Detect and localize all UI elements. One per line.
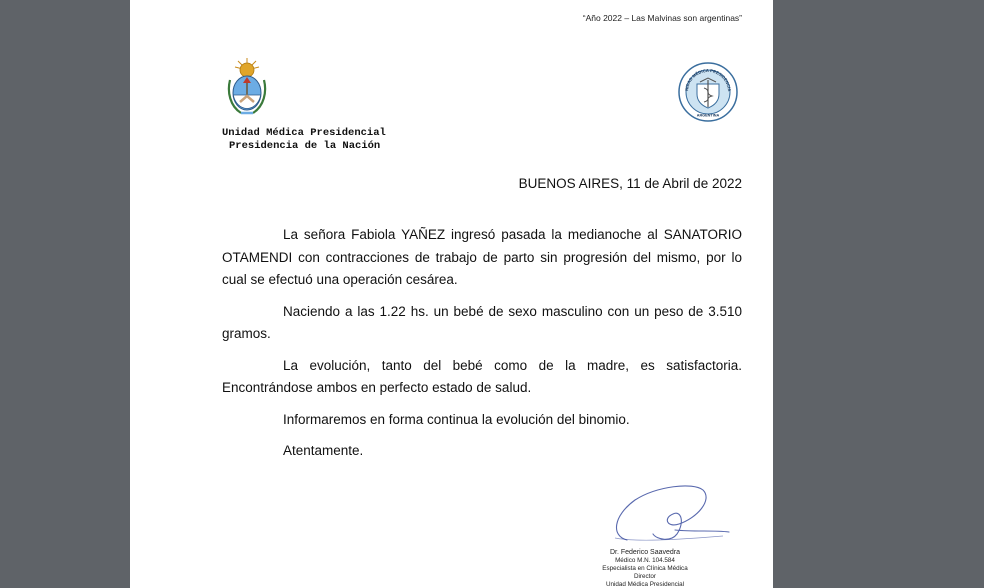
letter-body <box>222 224 742 472</box>
seal-top-text: NIDAD MÉDICA PRESIDENCIA <box>683 67 733 92</box>
signer-specialty: Especialista en Clínica Médica <box>602 565 688 573</box>
date-line: BUENOS AIRES, 11 de Abril de 2022 <box>518 176 742 191</box>
paragraph-2: Naciendo a las 1.22 hs. un bebé de sexo masculino con un peso de 3.510 gramos. <box>222 303 742 341</box>
closing: Atentamente. <box>283 443 364 458</box>
seal-bottom-text: ARGENTINA <box>696 113 720 118</box>
signer-role: Director <box>633 573 657 581</box>
coat-of-arms-icon <box>226 56 268 118</box>
handwritten-signature <box>605 478 735 548</box>
unidad-medica-seal-icon <box>678 62 738 122</box>
signer-license: Médico M.N. 104.584 <box>615 557 675 565</box>
org-line-2: Presidencia de la Nación <box>229 140 381 152</box>
paragraph-4: Informaremos en forma continua la evolución del binomio. <box>283 411 630 427</box>
signer-name: Dr. Federico Saavedra <box>609 549 681 556</box>
organization-header <box>222 127 386 153</box>
paragraph-1: La señora Fabiola YAÑEZ ingresó pasada la medianoche al SANATORIO OTAMENDI con contracciones de trabajo de parto sin progresión del mismo, por lo cual se efectuó una operación cesárea. <box>222 227 742 287</box>
document-page <box>130 0 773 588</box>
signer-unit: Unidad Médica Presidencial <box>605 581 685 588</box>
paragraph-3: La evolución, tanto del bebé como de la madre, es satisfactoria. Encontrándose ambos en perfecto estado de salud. <box>222 357 742 395</box>
motto-text: “Año 2022 – Las Malvinas son argentinas” <box>582 13 742 23</box>
org-line-1: Unidad Médica Presidencial <box>222 127 386 139</box>
signature-block <box>590 549 700 588</box>
